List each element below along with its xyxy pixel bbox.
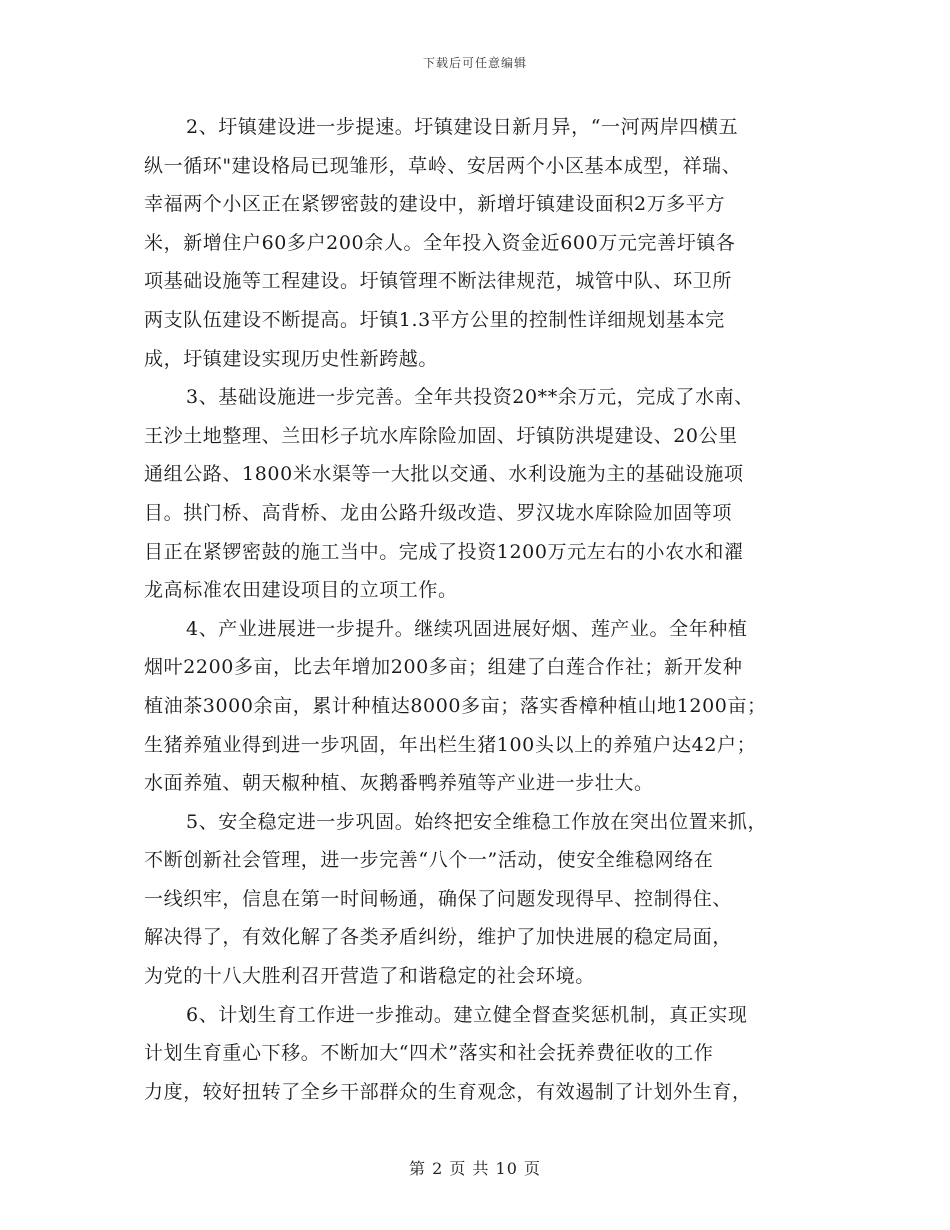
text-line: 不断创新社会管理，进一步完善“八个一”活动，使安全维稳网络在 bbox=[144, 849, 714, 872]
text-line: 通组公路、1800米水渠等一大批以交通、水利设施为主的基础设施项 bbox=[144, 463, 744, 486]
text-line: 目。拱门桥、高背桥、龙由公路升级改造、罗汉垅水库除险加固等项 bbox=[144, 501, 733, 524]
text-line: 力度，较好扭转了全乡干部群众的生育观念，有效遏制了计划外生育， bbox=[144, 1080, 752, 1103]
text-line: 2、圩镇建设进一步提速。圩镇建设日新月异，“一河两岸四横五 bbox=[186, 116, 739, 138]
page-number-footer: 第 2 页 共 10 页 bbox=[409, 1159, 541, 1178]
text-line: 6、计划生育工作进一步推动。建立健全督查奖惩机制，真正实现 bbox=[186, 1003, 748, 1026]
text-line: 两支队伍建设不断提高。圩镇1.3平方公里的控制性详细规划基本完 bbox=[144, 308, 725, 331]
paragraph-infrastructure bbox=[144, 378, 834, 610]
paragraph-safety-stability bbox=[144, 803, 834, 996]
text-line: 龙高标准农田建设项目的立项工作。 bbox=[144, 579, 458, 602]
text-line: 5、安全稳定进一步巩固。始终把安全维稳工作放在突出位置来抓， bbox=[186, 810, 768, 833]
text-line: 一线织牢，信息在第一时间畅通，确保了问题发现得早、控制得住、 bbox=[144, 887, 733, 910]
text-line: 计划生育重心下移。不断加大“四术”落实和社会抚养费征收的工作 bbox=[144, 1042, 714, 1065]
text-line: 3、基础设施进一步完善。全年共投资20**余万元，完成了水南、 bbox=[186, 386, 754, 409]
text-line: 幸福两个小区正在紧锣密鼓的建设中，新增圩镇建设面积2万多平方 bbox=[144, 193, 726, 216]
text-line: 4、产业进展进一步提升。继续巩固进展好烟、莲产业。全年种植 bbox=[186, 617, 748, 640]
page-header: 下载后可任意编辑 bbox=[422, 56, 527, 70]
document-body bbox=[144, 108, 834, 1111]
text-line: 王沙土地整理、兰田杉子坑水库除险加固、圩镇防洪堤建设、20公里 bbox=[144, 424, 738, 447]
text-line: 项基础设施等工程建设。圩镇管理不断法律规范，城管中队、环卫所 bbox=[144, 270, 733, 293]
text-line: 纵一循环"建设格局已现雏形，草岭、安居两个小区基本成型，祥瑞、 bbox=[144, 154, 742, 177]
text-line: 生猪养殖业得到进一步巩固，年出栏生猪100头以上的养殖户达42户； bbox=[144, 733, 757, 756]
paragraph-town-construction bbox=[144, 108, 834, 378]
text-line: 烟叶2200多亩，比去年增加200多亩；组建了白莲合作社；新开发种 bbox=[144, 656, 743, 679]
text-line: 解决得了，有效化解了各类矛盾纠纷，维护了加快进展的稳定局面， bbox=[144, 926, 733, 949]
text-line: 米，新增住户60多户200余人。全年投入资金近600万元完善圩镇各 bbox=[144, 231, 736, 254]
text-line: 目正在紧锣密鼓的施工当中。完成了投资1200万元左右的小农水和濯 bbox=[144, 540, 744, 563]
text-line: 为党的十八大胜利召开营造了和谐稳定的社会环境。 bbox=[144, 965, 595, 988]
paragraph-industry bbox=[144, 610, 834, 803]
paragraph-family-planning bbox=[144, 996, 834, 1112]
text-line: 植油茶3000余亩，累计种植达8000多亩；落实香樟种植山地1200亩； bbox=[144, 694, 767, 717]
text-line: 水面养殖、朝天椒种植、灰鹅番鸭养殖等产业进一步壮大。 bbox=[144, 772, 654, 795]
text-line: 成，圩镇建设实现历史性新跨越。 bbox=[144, 347, 439, 370]
